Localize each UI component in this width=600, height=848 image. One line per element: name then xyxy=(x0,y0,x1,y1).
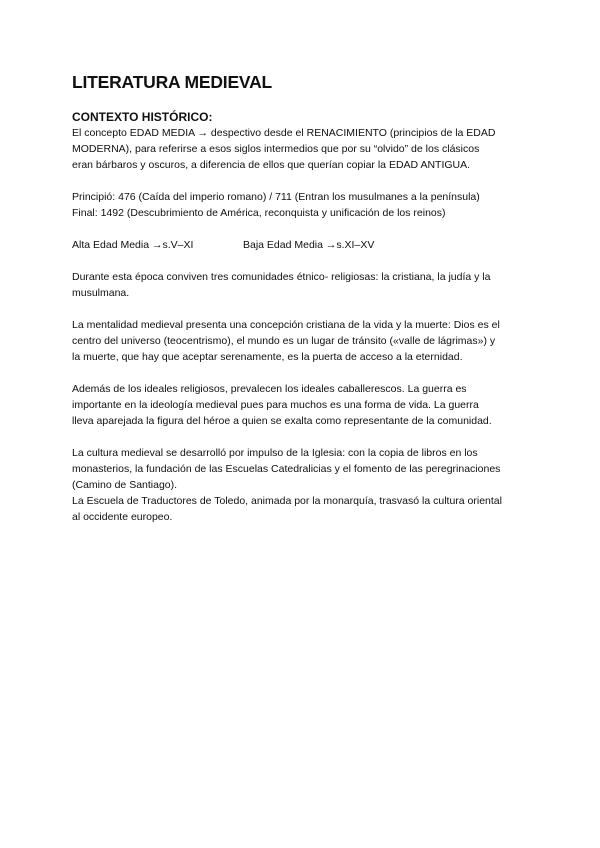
text-line: Durante esta época conviven tres comunidades étnico- religiosas: la cristiana, la judía y la xyxy=(72,271,491,283)
text-line: eran bárbaros y oscuros, a diferencia de ellos que querían copiar la EDAD ANTIGUA. xyxy=(72,159,471,171)
intro-paragraph xyxy=(72,125,532,173)
text-line: Además de los ideales religiosos, prevalecen los ideales caballerescos. La guerra es xyxy=(72,383,467,395)
text-line: lleva aparejada la figura del héroe a quien se exalta como representante de la comunidad. xyxy=(72,415,492,427)
communities-paragraph xyxy=(72,269,532,301)
text-line: importante en la ideología medieval pues para muchos es una forma de vida. La guerra xyxy=(72,399,479,411)
text-line: la muerte, que hay que aceptar serenamente, es la puerta de acceso a la eternidad. xyxy=(72,351,463,363)
ideals-paragraph xyxy=(72,381,532,429)
text-line: La Escuela de Traductores de Toledo, animada por la monarquía, trasvasó la cultura oriental xyxy=(72,495,502,507)
text-line: La cultura medieval se desarrolló por impulso de la Iglesia: con la copia de libros en los xyxy=(72,447,478,459)
text-line: MODERNA), para referirse a esos siglos intermedios que por su “olvido” de los clásicos xyxy=(72,143,480,155)
text-line: Principió: 476 (Caída del imperio romano) / 711 (Entran los musulmanes a la península) xyxy=(72,191,480,203)
period-alta: Alta Edad Media →s.V–XI xyxy=(72,239,194,251)
text-line: Final: 1492 (Descubrimiento de América, reconquista y unificación de los reinos) xyxy=(72,207,446,219)
text-line: al occidente europeo. xyxy=(72,511,173,523)
text-line: monasterios, la fundación de las Escuelas Catedralicias y el fomento de las peregrinaciones xyxy=(72,463,501,475)
dates-paragraph xyxy=(72,189,532,221)
text-line: La mentalidad medieval presenta una concepción cristiana de la vida y la muerte: Dios es el xyxy=(72,319,500,331)
culture-paragraph xyxy=(72,445,532,525)
text-line: musulmana. xyxy=(72,287,130,299)
text-line: El concepto EDAD MEDIA → despectivo desde el RENACIMIENTO (principios de la EDAD xyxy=(72,127,496,139)
period-baja: Baja Edad Media →s.XI–XV xyxy=(243,239,375,251)
mentality-paragraph xyxy=(72,317,532,365)
periods-row xyxy=(72,237,532,253)
text-line: (Camino de Santiago). xyxy=(72,479,178,491)
text-line: centro del universo (teocentrismo), el mundo es un lugar de tránsito («valle de lágrimas») y xyxy=(72,335,496,347)
section-heading: CONTEXTO HISTÓRICO: xyxy=(72,110,213,124)
document-title: LITERATURA MEDIEVAL xyxy=(72,72,273,92)
document-page xyxy=(72,72,532,525)
